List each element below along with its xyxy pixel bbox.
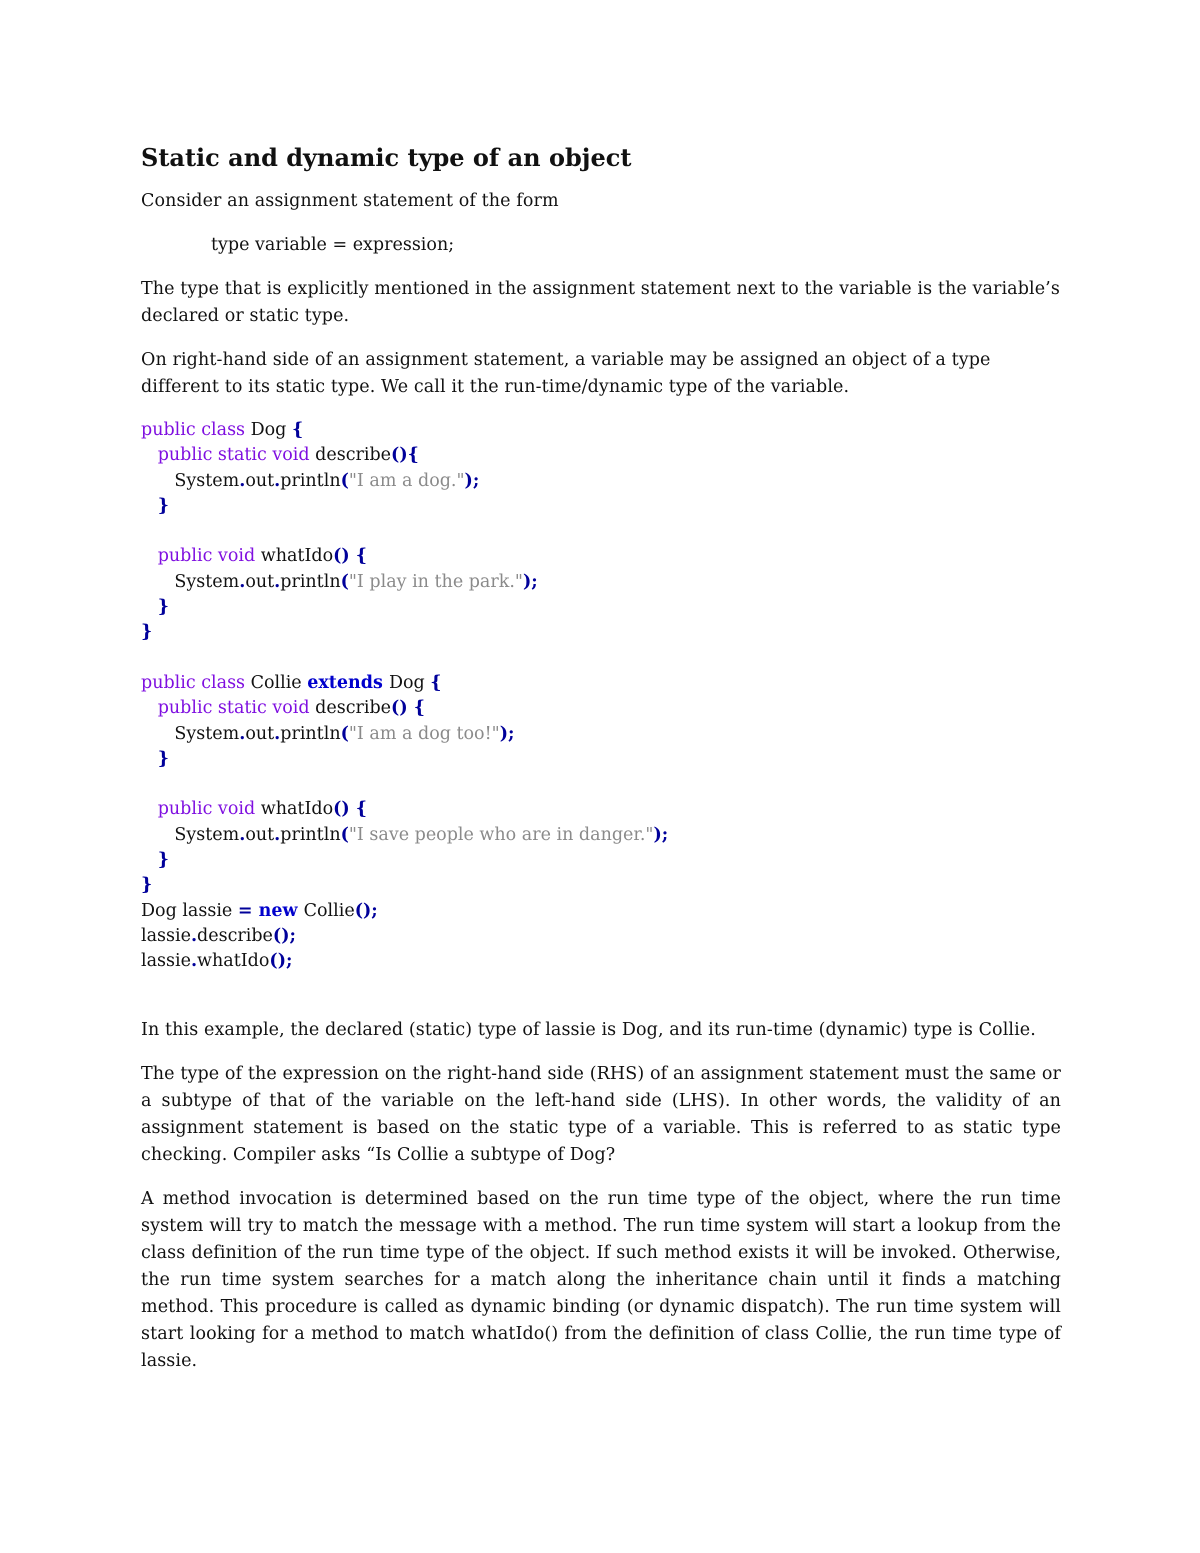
code-identifier: System — [141, 470, 240, 491]
code-punctuation: ); — [499, 723, 515, 744]
code-punctuation: . — [239, 824, 246, 845]
code-punctuation: . — [274, 723, 281, 744]
code-line — [141, 899, 1061, 924]
code-punctuation: { — [291, 420, 304, 440]
code-identifier: Dog — [388, 672, 431, 693]
code-line — [141, 494, 1061, 519]
code-line — [141, 772, 1061, 797]
code-punctuation: ( — [340, 723, 349, 744]
code-punctuation: . — [274, 470, 281, 491]
runtime-type-paragraph: On right-hand side of an assignment statement, a variable may be assigned an object of a type different to its static type. We call it the run-time/dynamic type of the variable. — [141, 350, 991, 397]
intro-paragraph: Consider an assignment statement of the form — [141, 191, 559, 211]
code-punctuation: (); — [269, 951, 293, 972]
code-punctuation: } — [157, 748, 169, 769]
static-checking-paragraph: The type of the expression on the right-hand side (RHS) of an assignment statement must the same or a subtype of that of the variable on the left-hand side (LHS). In other words, the validity of an assignment statement is based on the static type of a variable. This is referred to as static type checking. Compiler asks “Is Collie a subtype of Dog? — [141, 1063, 1061, 1165]
code-punctuation: ); — [464, 470, 480, 491]
code-line — [141, 671, 1061, 696]
example-paragraph: In this example, the declared (static) type of lassie is Dog, and its run-time (dynamic) type is Collie. — [141, 1019, 1036, 1040]
code-punctuation: } — [141, 622, 153, 643]
code-punctuation: ); — [653, 824, 669, 845]
code-identifier: out — [245, 723, 275, 744]
code-identifier: out — [245, 824, 275, 845]
code-identifier: println — [280, 470, 341, 491]
code-line — [141, 949, 1061, 974]
code-punctuation: { — [430, 672, 442, 693]
code-punctuation: } — [157, 495, 169, 516]
code-string: "I save people who are in danger." — [348, 824, 654, 845]
code-identifier — [141, 496, 158, 516]
code-identifier: System — [141, 723, 240, 744]
code-identifier: describe — [315, 445, 392, 466]
code-punctuation: } — [141, 875, 153, 896]
code-punctuation: . — [239, 723, 246, 744]
code-line — [141, 469, 1061, 494]
code-identifier — [141, 546, 158, 566]
code-keyword: public void — [157, 799, 261, 820]
code-punctuation: (); — [354, 900, 378, 921]
code-keyword: public class — [141, 420, 251, 440]
code-line — [141, 519, 1061, 544]
code-string: "I am a dog." — [348, 470, 465, 491]
code-line — [141, 418, 1061, 443]
code-identifier: println — [280, 571, 341, 592]
code-identifier: out — [245, 470, 275, 491]
code-punctuation: } — [157, 597, 169, 618]
code-line — [141, 747, 1061, 772]
code-line — [141, 696, 1061, 721]
code-line — [141, 924, 1061, 949]
code-string: "I am a dog too!" — [348, 723, 500, 744]
code-identifier — [141, 445, 158, 465]
code-punctuation: . — [190, 951, 198, 972]
code-punctuation: ( — [340, 571, 349, 592]
code-line — [141, 873, 1061, 898]
code-keyword-bold: extends — [307, 672, 389, 693]
assignment-form: type variable = expression; — [211, 235, 455, 255]
code-identifier: describe — [315, 698, 392, 719]
code-line — [141, 544, 1061, 569]
code-punctuation: . — [274, 824, 281, 845]
code-line — [141, 443, 1061, 468]
code-punctuation: ( — [340, 824, 349, 845]
declared-type-paragraph: The type that is explicitly mentioned in the assignment statement next to the variable is the variable’s declared or static type. — [141, 279, 1060, 326]
code-punctuation: . — [190, 925, 198, 946]
code-punctuation: . — [239, 571, 246, 592]
code-keyword: public static void — [157, 698, 316, 719]
code-line — [141, 848, 1061, 873]
code-punctuation: . — [274, 571, 281, 592]
code-keyword: public class — [141, 672, 251, 693]
code-identifier: whatIdo — [260, 546, 334, 567]
code-identifier: Collie — [250, 672, 308, 693]
dynamic-binding-paragraph: A method invocation is determined based on the run time type of the object, where the run time system will try to match the message with a method. The run time system will start a lookup from the class definition of the run time type of the object. If such method exists it will be invoked. Otherwise, the run time system searches for a match along the inheritance chain until it finds a matching method. This procedure is called as dynamic binding (or dynamic dispatch). The run time system will start looking for a method to match whatIdo() from the definition of class Collie, the run time type of lassie. — [141, 1188, 1061, 1371]
code-identifier — [141, 749, 158, 769]
code-punctuation: (); — [272, 925, 296, 946]
code-line — [141, 620, 1061, 645]
code-string: "I play in the park." — [348, 571, 523, 592]
code-punctuation: () { — [333, 799, 368, 820]
code-punctuation: = — [237, 900, 259, 921]
code-identifier: describe — [197, 925, 273, 946]
code-punctuation: () { — [391, 698, 425, 719]
code-identifier: Dog — [250, 420, 292, 440]
code-identifier: Dog lassie — [141, 900, 238, 921]
code-punctuation: (){ — [391, 445, 419, 466]
code-identifier — [141, 850, 158, 870]
code-identifier: System — [141, 824, 240, 845]
code-keyword-bold: new — [258, 900, 304, 921]
code-identifier: System — [141, 571, 240, 592]
code-punctuation: () { — [333, 546, 368, 567]
code-punctuation: ( — [340, 470, 349, 491]
code-identifier: whatIdo — [260, 799, 334, 820]
code-identifier: println — [280, 723, 341, 744]
code-identifier: println — [280, 824, 341, 845]
code-punctuation: . — [239, 470, 246, 491]
code-line — [141, 722, 1061, 747]
code-identifier: lassie — [141, 951, 191, 972]
document-page — [141, 140, 1061, 1392]
code-identifier: out — [245, 571, 275, 592]
page-title: Static and dynamic type of an object — [141, 143, 632, 172]
code-punctuation: } — [157, 850, 169, 871]
code-identifier — [141, 698, 158, 718]
code-line — [141, 797, 1061, 822]
code-keyword: public void — [157, 546, 261, 567]
code-line — [141, 823, 1061, 848]
code-line — [141, 595, 1061, 620]
code-listing — [141, 418, 1061, 975]
code-line — [141, 646, 1061, 671]
code-identifier — [141, 597, 158, 617]
code-keyword: public static void — [157, 445, 316, 466]
code-identifier: Collie — [303, 900, 355, 921]
code-identifier — [141, 799, 158, 819]
code-identifier: lassie — [141, 925, 191, 946]
code-identifier: whatIdo — [197, 951, 270, 972]
code-punctuation: ); — [522, 571, 538, 592]
code-line — [141, 570, 1061, 595]
